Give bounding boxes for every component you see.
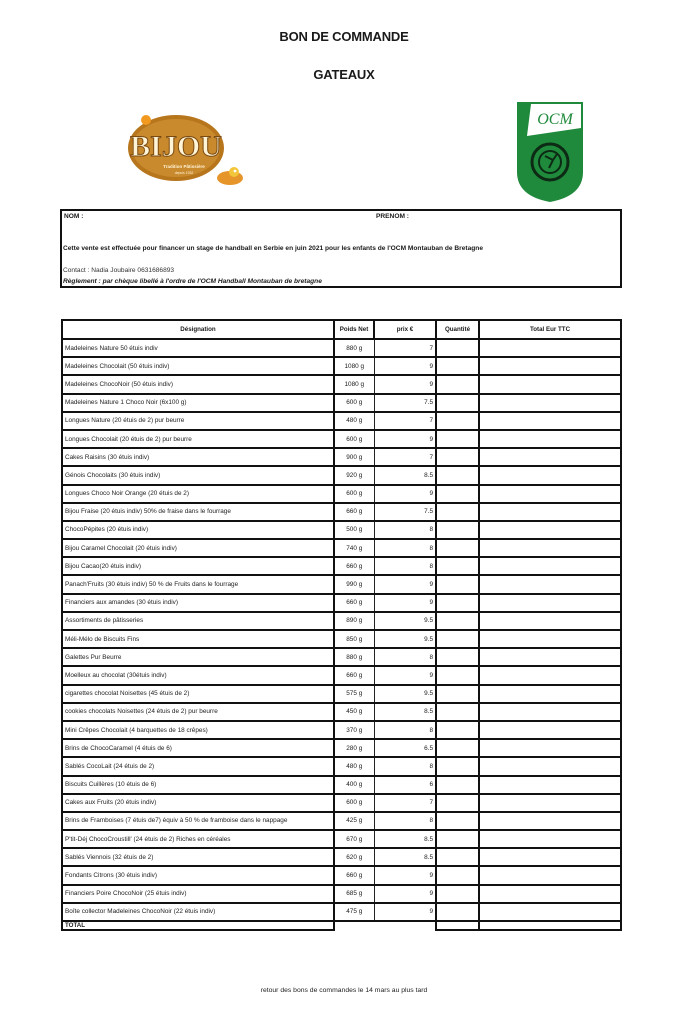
table-header-row [62,320,621,339]
total-cell[interactable] [479,830,621,848]
order-table [61,319,622,931]
designation-cell: Madeleines ChocoNoir (50 étuis indiv) [62,375,334,393]
prix-cell: 9 [374,866,436,884]
svg-text:OCM: OCM [537,111,573,128]
designation-cell: Fondants Citrons (30 étuis indiv) [62,866,334,884]
prix-cell: 7 [374,448,436,466]
poids-cell: 660 g [334,666,374,684]
poids-cell: 880 g [334,339,374,357]
table-row [62,394,621,412]
quantite-input-cell[interactable] [436,812,479,830]
designation-cell: cookies chocolats Noisettes (24 étuis de 2) pur beurre [62,703,334,721]
table-row [62,539,621,557]
poids-cell: 480 g [334,412,374,430]
prix-cell: 9 [374,885,436,903]
total-cell[interactable] [479,557,621,575]
bijou-logo [124,112,252,190]
table-row [62,794,621,812]
quantite-input-cell[interactable] [436,485,479,503]
table-row [62,430,621,448]
table-row [62,485,621,503]
prix-cell: 8 [374,757,436,775]
poids-cell: 740 g [334,539,374,557]
prix-cell: 6.5 [374,739,436,757]
total-cell[interactable] [479,394,621,412]
designation-cell: Boîte collector Madeleines ChocoNoir (22 étuis indiv) [62,903,334,921]
designation-cell: cigarettes chocolat Noisettes (45 étuis de 2) [62,685,334,703]
prix-cell: 8 [374,557,436,575]
total-cell[interactable] [479,685,621,703]
poids-cell: 600 g [334,430,374,448]
designation-cell: Moelleux au chocolat (30étuis indiv) [62,666,334,684]
total-cell[interactable] [479,466,621,484]
poids-cell: 920 g [334,466,374,484]
total-cell[interactable] [479,612,621,630]
quantite-input-cell[interactable] [436,430,479,448]
total-cell[interactable] [479,575,621,593]
total-cell[interactable] [479,539,621,557]
prix-cell: 8 [374,721,436,739]
prix-cell: 9 [374,375,436,393]
prix-cell: 9 [374,485,436,503]
designation-cell: Financiers aux amandes (30 étuis indiv) [62,594,334,612]
quantite-input-cell[interactable] [436,794,479,812]
total-cell[interactable] [479,630,621,648]
customer-info-box [60,209,622,288]
col-header-quantite: Quantité [436,320,479,339]
designation-cell: Bijou Cacao(20 étuis indiv) [62,557,334,575]
designation-cell: Bijou Caramel Chocolait (20 étuis indiv) [62,539,334,557]
designation-cell: Financiers Poire ChocoNoir (25 étuis indiv) [62,885,334,903]
table-row [62,557,621,575]
prix-cell: 8.5 [374,830,436,848]
table-row [62,448,621,466]
total-cell[interactable] [479,757,621,775]
table-row [62,885,621,903]
quantite-input-cell[interactable] [436,903,479,921]
quantite-input-cell[interactable] [436,830,479,848]
designation-cell: Longues Nature (20 étuis de 2) pur beurre [62,412,334,430]
table-row [62,739,621,757]
quantite-input-cell[interactable] [436,339,479,357]
poids-cell: 475 g [334,903,374,921]
payment-terms-text: Règlement : par chèque libellé à l'ordre de l'OCM Handball Montauban de bretagne [63,278,322,285]
prix-cell: 7 [374,339,436,357]
prix-cell: 9.5 [374,612,436,630]
quantite-input-cell[interactable] [436,776,479,794]
total-cell[interactable] [479,375,621,393]
quantite-input-cell[interactable] [436,757,479,775]
quantite-input-cell[interactable] [436,357,479,375]
total-cell[interactable] [479,594,621,612]
designation-cell: Biscuits Cuillères (10 étuis de 6) [62,776,334,794]
quantite-input-cell[interactable] [436,557,479,575]
designation-cell: Galettes Pur Beurre [62,648,334,666]
total-cell[interactable] [479,885,621,903]
quantite-input-cell[interactable] [436,503,479,521]
prix-cell: 8.5 [374,848,436,866]
designation-cell: P'tit-Déj ChocoCroustill' (24 étuis de 2) Riches en céréales [62,830,334,848]
svg-text:Tradition Pâtissière: Tradition Pâtissière [163,164,205,169]
total-cell[interactable] [479,412,621,430]
total-cell[interactable] [479,776,621,794]
prix-cell: 6 [374,776,436,794]
total-cell[interactable] [479,648,621,666]
total-cell[interactable] [479,812,621,830]
designation-cell: Sablés Viennois (32 étuis de 2) [62,848,334,866]
table-row [62,776,621,794]
svg-text:depuis 1932: depuis 1932 [174,171,194,175]
poids-cell: 600 g [334,394,374,412]
designation-cell: Brins de ChocoCaramel (4 étuis de 6) [62,739,334,757]
svg-text:BIJOU: BIJOU [130,130,222,163]
designation-cell: Madeleines Nature 1 Choco Noir (6x100 g) [62,394,334,412]
total-cell[interactable] [479,448,621,466]
prix-cell: 7.5 [374,503,436,521]
poids-cell: 660 g [334,866,374,884]
page-subtitle: GATEAUX [313,67,375,82]
total-row [62,921,621,930]
designation-cell: Assortiments de pâtisseries [62,612,334,630]
designation-cell: ChocoPépites (20 étuis indiv) [62,521,334,539]
poids-cell: 620 g [334,848,374,866]
quantite-input-cell[interactable] [436,739,479,757]
poids-cell: 660 g [334,503,374,521]
total-cell[interactable] [479,703,621,721]
prix-cell: 8 [374,539,436,557]
designation-cell: Panach'Fruits (30 étuis indiv) 50 % de Fruits dans le fourrage [62,575,334,593]
total-cell[interactable] [479,848,621,866]
poids-cell: 1080 g [334,357,374,375]
total-spacer [334,921,374,930]
prix-cell: 9 [374,575,436,593]
ocm-logo [515,100,585,204]
table-row [62,830,621,848]
table-row [62,703,621,721]
designation-cell: Madeleines Chocolait (50 étuis indiv) [62,357,334,375]
total-quantite-cell[interactable] [436,921,479,930]
prix-cell: 9 [374,903,436,921]
table-row [62,575,621,593]
poids-cell: 670 g [334,830,374,848]
total-cell[interactable] [479,485,621,503]
quantite-input-cell[interactable] [436,685,479,703]
col-header-designation: Désignation [62,320,334,339]
total-cell[interactable] [479,357,621,375]
poids-cell: 425 g [334,812,374,830]
designation-cell: Longues Chocolait (20 étuis de 2) pur beurre [62,430,334,448]
quantite-input-cell[interactable] [436,412,479,430]
prix-cell: 9.5 [374,685,436,703]
table-row [62,721,621,739]
table-row [62,594,621,612]
designation-cell: Cakes Raisins (30 étuis indiv) [62,448,334,466]
prix-cell: 9.5 [374,630,436,648]
poids-cell: 400 g [334,776,374,794]
total-cell[interactable] [479,521,621,539]
total-cell[interactable] [479,866,621,884]
table-row [62,757,621,775]
quantite-input-cell[interactable] [436,866,479,884]
total-spacer [374,921,436,930]
poids-cell: 880 g [334,648,374,666]
designation-cell: Mini Crêpes Chocolait (4 barquettes de 18 crêpes) [62,721,334,739]
table-row [62,903,621,921]
quantite-input-cell[interactable] [436,612,479,630]
poids-cell: 685 g [334,885,374,903]
col-header-total: Total Eur TTC [479,320,621,339]
prix-cell: 9 [374,666,436,684]
total-cell[interactable] [479,503,621,521]
quantite-input-cell[interactable] [436,630,479,648]
table-row [62,412,621,430]
poids-cell: 600 g [334,794,374,812]
total-label: TOTAL [62,921,334,930]
quantite-input-cell[interactable] [436,885,479,903]
poids-cell: 450 g [334,703,374,721]
prix-cell: 9 [374,430,436,448]
poids-cell: 990 g [334,575,374,593]
quantite-input-cell[interactable] [436,521,479,539]
designation-cell: Brins de Framboises (7 étuis de7) équiv à 50 % de framboise dans le nappage [62,812,334,830]
table-row [62,466,621,484]
prix-cell: 9 [374,357,436,375]
quantite-input-cell[interactable] [436,448,479,466]
quantite-input-cell[interactable] [436,703,479,721]
col-header-prix: prix € [374,320,436,339]
table-row [62,612,621,630]
poids-cell: 1080 g [334,375,374,393]
poids-cell: 660 g [334,557,374,575]
total-cell[interactable] [479,739,621,757]
designation-cell: Bijou Fraise (20 étuis indiv) 50% de fraise dans le fourrage [62,503,334,521]
designation-cell: Génois Chocolaits (30 étuis indiv) [62,466,334,484]
col-header-poids: Poids Net [334,320,374,339]
total-cell[interactable] [479,794,621,812]
poids-cell: 890 g [334,612,374,630]
page-title: BON DE COMMANDE [279,29,409,44]
table-row [62,866,621,884]
total-cell[interactable] [479,666,621,684]
return-deadline-note: retour des bons de commandes le 14 mars au plus tard [260,987,428,994]
prenom-label: PRENOM : [376,213,409,220]
poids-cell: 600 g [334,485,374,503]
designation-cell: Madeleines Nature 50 étuis indiv [62,339,334,357]
table-row [62,630,621,648]
grand-total-cell[interactable] [479,921,621,930]
quantite-input-cell[interactable] [436,721,479,739]
table-row [62,357,621,375]
poids-cell: 660 g [334,594,374,612]
quantite-input-cell[interactable] [436,594,479,612]
quantite-input-cell[interactable] [436,375,479,393]
quantite-input-cell[interactable] [436,466,479,484]
table-row [62,521,621,539]
table-row [62,685,621,703]
quantite-input-cell[interactable] [436,539,479,557]
contact-text: Contact : Nadia Joubaire 0631686893 [63,267,175,274]
purpose-text: Cette vente est effectuée pour financer un stage de handball en Serbie en juin 2021 pour les enfants de l'OCM Montauban de Bretagne [63,245,483,252]
designation-cell: Longues Choco Noir Orange (20 étuis de 2) [62,485,334,503]
poids-cell: 480 g [334,757,374,775]
designation-cell: Méli-Mélo de Biscuits Fins [62,630,334,648]
poids-cell: 280 g [334,739,374,757]
prix-cell: 7 [374,412,436,430]
total-cell[interactable] [479,430,621,448]
total-cell[interactable] [479,721,621,739]
poids-cell: 500 g [334,521,374,539]
table-row [62,812,621,830]
quantite-input-cell[interactable] [436,848,479,866]
poids-cell: 370 g [334,721,374,739]
designation-cell: Sablés CocoLait (24 étuis de 2) [62,757,334,775]
total-cell[interactable] [479,903,621,921]
quantite-input-cell[interactable] [436,648,479,666]
total-cell[interactable] [479,339,621,357]
poids-cell: 575 g [334,685,374,703]
table-row [62,666,621,684]
quantite-input-cell[interactable] [436,394,479,412]
prix-cell: 8.5 [374,466,436,484]
prix-cell: 8 [374,812,436,830]
poids-cell: 850 g [334,630,374,648]
table-row [62,503,621,521]
prix-cell: 7.5 [374,394,436,412]
nom-label: NOM : [64,213,84,220]
table-row [62,648,621,666]
quantite-input-cell[interactable] [436,575,479,593]
quantite-input-cell[interactable] [436,666,479,684]
prix-cell: 8.5 [374,703,436,721]
designation-cell: Cakes aux Fruits (20 étuis indiv) [62,794,334,812]
prix-cell: 9 [374,594,436,612]
prix-cell: 8 [374,648,436,666]
table-row [62,375,621,393]
poids-cell: 900 g [334,448,374,466]
prix-cell: 8 [374,521,436,539]
table-row [62,339,621,357]
prix-cell: 7 [374,794,436,812]
table-row [62,848,621,866]
